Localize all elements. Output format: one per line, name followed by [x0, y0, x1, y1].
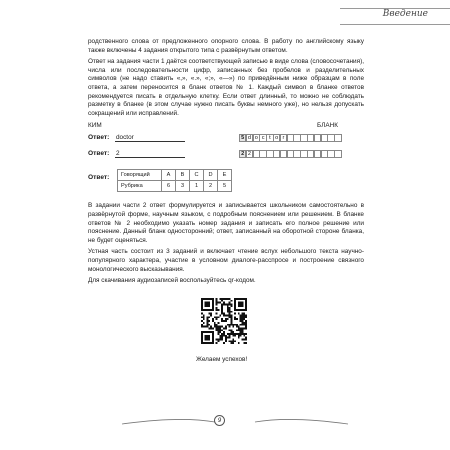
rubric-header: D: [204, 170, 218, 181]
blank-cell: c: [259, 134, 266, 142]
paragraph-2: Ответ на задания части 1 даётся соответствующей записью в виде слова (словосочетания), числа или последовательности цифр, записанных без пробелов и разделительных символов (не надо ставить «,», «.», «;», «—») по приведённым ниже образцам в поле ответа, а затем переносится в бланк ответов № 1. Каждый символ в бланке ответов рекомендуется писать в отдельную клетку. Если ответ длинный, то можно не соблюдать разметку в бланке (в этом случае нужно писать буквы немного уже), но нельзя допускать сокращений или исправлений.: [88, 58, 364, 117]
rubric-value: 5: [218, 181, 232, 192]
answer-label-2: Ответ:: [88, 150, 110, 158]
rubric-table: [117, 169, 232, 192]
rubric-header: B: [176, 170, 190, 181]
running-header: [340, 0, 450, 20]
rubric-header: C: [190, 170, 204, 181]
rubric-header: A: [162, 170, 176, 181]
running-header-title: Введение: [382, 9, 428, 19]
closing-wishes: Желаем успехов!: [196, 356, 248, 363]
blank-label: БЛАНК: [317, 122, 338, 130]
table-row: [118, 181, 232, 192]
qr-code-graphic: [201, 298, 247, 344]
qr-code-icon[interactable]: [201, 298, 247, 344]
page-body: [88, 38, 364, 289]
blank-cell: t: [266, 134, 273, 142]
footer-ornament: [120, 412, 350, 428]
kim-label: КИМ: [88, 122, 102, 130]
blank-cells-2: [239, 150, 341, 158]
rubric-row-name: Говорящий: [118, 170, 162, 181]
answer-value-1: doctor: [115, 134, 185, 142]
rubric-header: E: [218, 170, 232, 181]
answer-label-1: Ответ:: [88, 134, 110, 142]
blank-cell: 2: [246, 150, 253, 158]
blank-cell: r: [280, 134, 287, 142]
paragraph-3: В задании части 2 ответ формулируется и записывается школьником самостоятельно в развёрнутой форме, научным языком, с подробным пояснением или решением. В бланке ответов № 2 необходимо указать номер задания и записать его полное решение или пояснение. Данный бланк односторонний; ответ, записанный на оборотной стороне бланка, не будет оценяться.: [88, 202, 364, 244]
blank-cell: o: [273, 134, 280, 142]
blank-cell-number: 5: [239, 134, 246, 142]
paragraph-5: Для скачивания аудиозаписей воспользуйтесь qr-кодом.: [88, 277, 256, 285]
blank-cell: o: [253, 134, 260, 142]
header-rule-bottom: [340, 24, 450, 25]
blank-cell: [334, 134, 341, 142]
table-row: [118, 170, 232, 181]
rubric-row-name: Рубрика: [118, 181, 162, 192]
paragraph-1: родственного слова от предложенного опорного слова. В работу по английскому языку также включены 4 задания открытого типа с развёрнутым ответом.: [88, 38, 364, 54]
rubric-value: 3: [176, 181, 190, 192]
blank-cell: d: [246, 134, 253, 142]
blank-cell-number: 2: [239, 150, 246, 158]
paragraph-4: Устная часть состоит из 3 заданий и включает чтение вслух небольшого текста научно-популярного характера, участие в условном диалоге-расспросе и построение связного монологического высказывания.: [88, 248, 364, 273]
rubric-value: 6: [162, 181, 176, 192]
blank-cells-1: [239, 134, 341, 142]
page-number: 9: [214, 415, 225, 426]
answer-label-3: Ответ:: [88, 174, 110, 182]
answer-value-2: 2: [115, 150, 185, 158]
answer-example: [88, 122, 364, 198]
rubric-value: 2: [204, 181, 218, 192]
blank-cell: [334, 150, 341, 158]
rubric-value: 1: [190, 181, 204, 192]
